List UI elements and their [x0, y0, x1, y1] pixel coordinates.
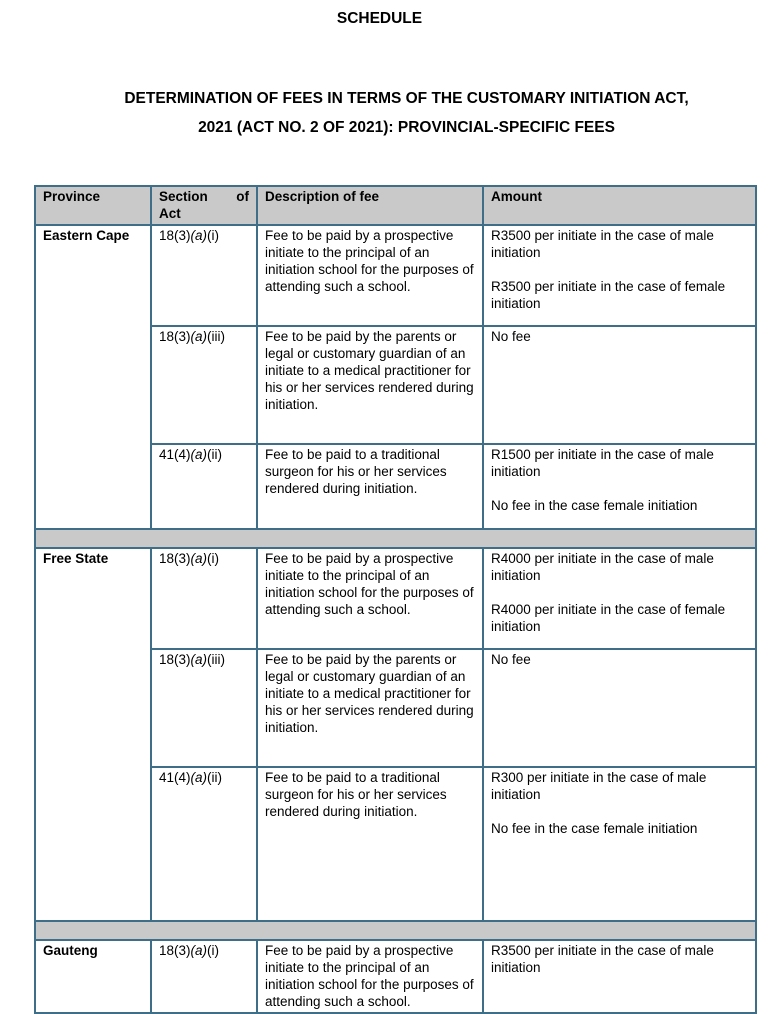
amount-line: R3500 per initiate in the case of female initiation — [491, 279, 726, 311]
section-paragraph: (a) — [190, 943, 208, 958]
table-row — [35, 548, 756, 649]
amount-line: R4000 per initiate in the case of male initiation — [491, 551, 714, 583]
province-cell: Eastern Cape — [35, 225, 151, 529]
amount-cell — [483, 649, 756, 767]
province-cell: Free State — [35, 548, 151, 921]
amount-cell — [483, 548, 756, 649]
section-paragraph: (a) — [190, 447, 208, 462]
province-cell: Gauteng — [35, 940, 151, 1013]
amount-line: No fee — [491, 652, 531, 667]
section-number: 41(4) — [159, 770, 191, 785]
schedule-heading: SCHEDULE — [336, 10, 423, 27]
section-cell — [151, 767, 257, 921]
section-subparagraph: (i) — [207, 943, 220, 958]
description-cell: Fee to be paid by the parents or legal or customary guardian of an initiate to a medical practitioner for his or her services rendered during initiation. — [257, 649, 483, 767]
table-header-row — [35, 186, 756, 225]
amount-line: No fee in the case female initiation — [491, 498, 698, 513]
section-paragraph: (a) — [190, 770, 208, 785]
section-cell — [151, 548, 257, 649]
table-row — [35, 940, 756, 1013]
description-cell: Fee to be paid to a traditional surgeon for his or her services rendered during initiation. — [257, 444, 483, 529]
document-title-line-1: DETERMINATION OF FEES IN TERMS OF THE CUSTOMARY INITIATION ACT, — [124, 90, 689, 107]
section-number: 18(3) — [159, 228, 191, 243]
section-paragraph: (a) — [190, 228, 208, 243]
section-cell — [151, 444, 257, 529]
amount-line: R3500 per initiate in the case of male initiation — [491, 228, 714, 260]
section-paragraph: (a) — [190, 551, 208, 566]
column-header-province: Province — [35, 186, 151, 225]
description-cell: Fee to be paid by the parents or legal or customary guardian of an initiate to a medical practitioner for his or her services rendered during initiation. — [257, 326, 483, 444]
amount-cell — [483, 225, 756, 326]
province-separator — [35, 529, 756, 548]
section-number: 18(3) — [159, 652, 191, 667]
column-header-section-text: Section of Act — [159, 189, 249, 221]
amount-line: R3500 per initiate in the case of male initiation — [491, 943, 714, 975]
section-cell — [151, 225, 257, 326]
province-separator — [35, 921, 756, 940]
amount-line: No fee in the case female initiation — [491, 821, 698, 836]
description-cell: Fee to be paid by a prospective initiate to the principal of an initiation school for the purposes of attending such a school. — [257, 548, 483, 649]
section-cell — [151, 326, 257, 444]
section-number: 18(3) — [159, 329, 191, 344]
amount-cell — [483, 326, 756, 444]
description-cell: Fee to be paid to a traditional surgeon for his or her services rendered during initiation. — [257, 767, 483, 921]
amount-cell — [483, 940, 756, 1013]
description-cell: Fee to be paid by a prospective initiate to the principal of an initiation school for the purposes of attending such a school. — [257, 225, 483, 326]
description-cell: Fee to be paid by a prospective initiate to the principal of an initiation school for the purposes of attending such a school. — [257, 940, 483, 1013]
fees-table — [34, 185, 757, 1014]
amount-line: No fee — [491, 329, 531, 344]
column-header-description: Description of fee — [257, 186, 483, 225]
amount-line: R1500 per initiate in the case of male initiation — [491, 447, 714, 479]
section-subparagraph: (ii) — [207, 447, 223, 462]
amount-cell — [483, 444, 756, 529]
table-row — [35, 225, 756, 326]
section-paragraph: (a) — [190, 329, 208, 344]
section-number: 18(3) — [159, 551, 191, 566]
section-subparagraph: (iii) — [207, 652, 226, 667]
amount-line: R300 per initiate in the case of male initiation — [491, 770, 707, 802]
section-cell — [151, 649, 257, 767]
section-cell — [151, 940, 257, 1013]
section-subparagraph: (i) — [207, 228, 220, 243]
section-subparagraph: (iii) — [207, 329, 226, 344]
column-header-section — [151, 186, 257, 225]
amount-line: R4000 per initiate in the case of female initiation — [491, 602, 726, 634]
section-number: 18(3) — [159, 943, 191, 958]
column-header-amount: Amount — [483, 186, 756, 225]
section-subparagraph: (ii) — [207, 770, 223, 785]
document-title-line-2: 2021 (ACT NO. 2 OF 2021): PROVINCIAL-SPECIFIC FEES — [198, 119, 615, 136]
section-subparagraph: (i) — [207, 551, 220, 566]
section-number: 41(4) — [159, 447, 191, 462]
amount-cell — [483, 767, 756, 921]
section-paragraph: (a) — [190, 652, 208, 667]
